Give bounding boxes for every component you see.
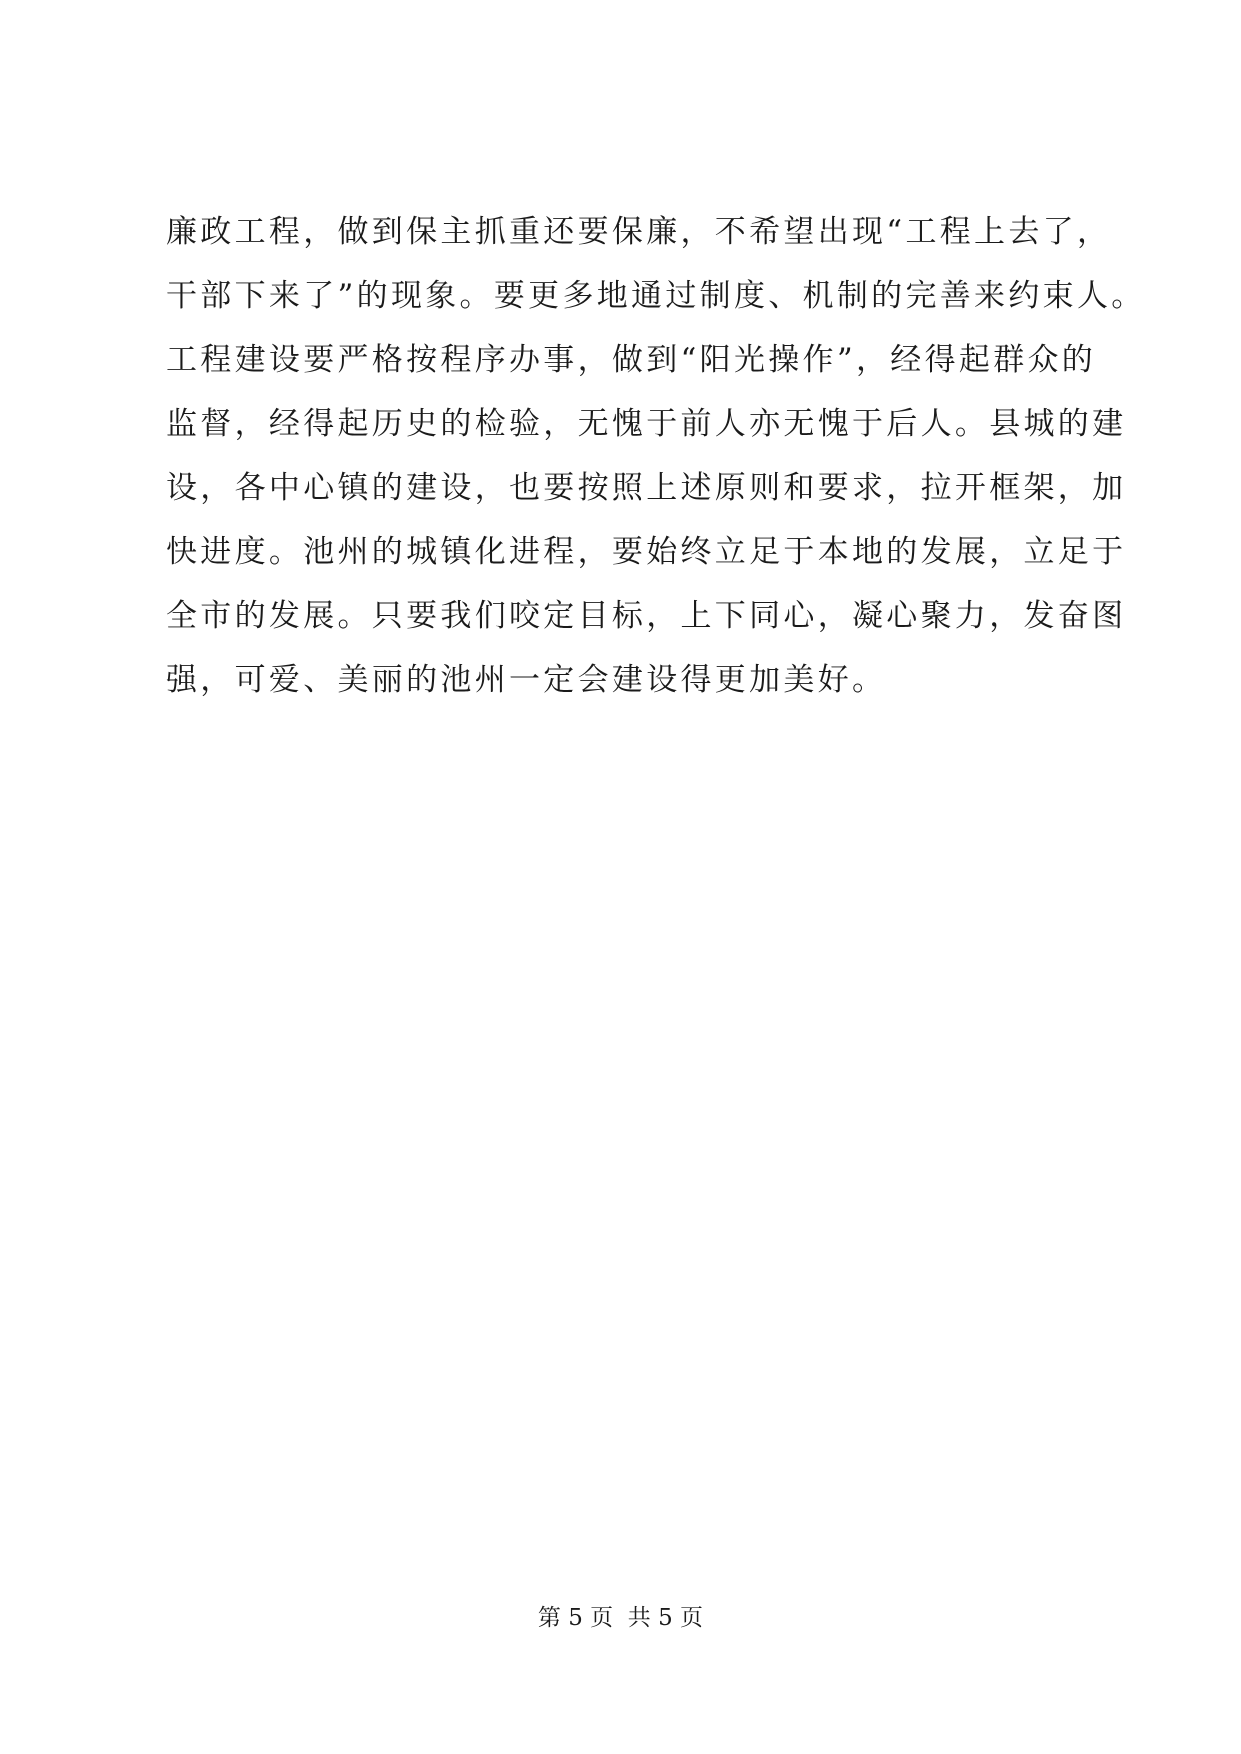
paragraph-line: 廉政工程，做到保主抓重还要保廉，不希望出现“工程上去了， [166,214,1112,250]
paragraph-line: 快进度。池州的城镇化进程，要始终立足于本地的发展，立足于 [166,534,1127,570]
paragraph-line: 工程建设要严格按程序办事，做到“阳光操作”，经得起群众的 [166,342,1097,378]
paragraph-line: 设，各中心镇的建设，也要按照上述原则和要求，拉开框架，加 [166,470,1127,506]
paragraph-line: 监督，经得起历史的检验，无愧于前人亦无愧于后人。县城的建 [166,406,1127,442]
page-number-footer: 第 5 页 共 5 页 [537,1605,704,1631]
paragraph-line: 强，可爱、美丽的池州一定会建设得更加美好。 [166,662,887,698]
paragraph-line: 干部下来了”的现象。要更多地通过制度、机制的完善来约束人。 [166,278,1146,314]
body-paragraph [166,200,1146,712]
paragraph-line: 全市的发展。只要我们咬定目标，上下同心，凝心聚力，发奋图 [166,598,1127,634]
